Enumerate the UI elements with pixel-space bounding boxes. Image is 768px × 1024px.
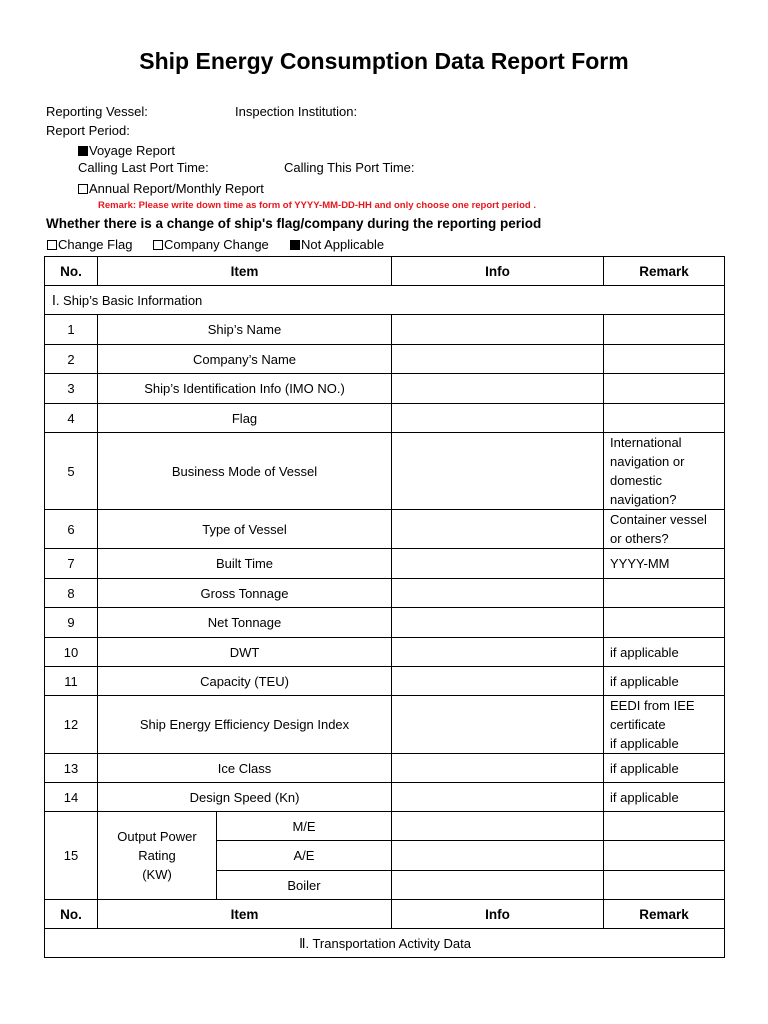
row-remark <box>604 549 725 579</box>
row-no: 13 <box>45 754 98 783</box>
not-applicable-checkbox[interactable] <box>290 240 300 250</box>
row-info-field[interactable] <box>392 696 604 754</box>
remark-note: Remark: Please write down time as form of YYYY-MM-DD-HH and only choose one report period . <box>98 200 536 211</box>
row-remark <box>604 374 725 404</box>
row-remark <box>604 638 725 667</box>
row-item: Net Tonnage <box>98 608 392 638</box>
calling-last-port-label: Calling Last Port Time: <box>78 160 209 175</box>
row-no: 7 <box>45 549 98 579</box>
row-item: Flag <box>98 404 392 433</box>
row-no: 12 <box>45 696 98 754</box>
row-item: Design Speed (Kn) <box>98 783 392 812</box>
row-no: 14 <box>45 783 98 812</box>
header-remark: Remark <box>604 257 725 286</box>
section-row <box>45 286 725 315</box>
table-row <box>45 404 725 433</box>
row-remark <box>604 608 725 638</box>
row-item: Type of Vessel <box>98 510 392 549</box>
remark-line: domestic <box>610 473 663 488</box>
remark-line: or others? <box>610 531 669 546</box>
output-power-sub-item: Boiler <box>217 871 392 900</box>
row-no: 11 <box>45 667 98 696</box>
header-item: Item <box>98 900 392 929</box>
header-remark: Remark <box>604 900 725 929</box>
remark-line: navigation or <box>610 454 685 469</box>
row-info-field[interactable] <box>392 345 604 374</box>
row-info-field[interactable] <box>392 433 604 510</box>
row-remark <box>604 433 725 510</box>
page-title: Ship Energy Consumption Data Report Form <box>139 48 629 74</box>
change-flag-checkbox[interactable] <box>47 240 57 250</box>
row-info-field[interactable] <box>392 812 604 841</box>
section-basic-info: Ⅰ. Ship’s Basic Information <box>45 286 725 315</box>
row-item: Business Mode of Vessel <box>98 433 392 510</box>
row-remark <box>604 783 725 812</box>
annual-report-option[interactable] <box>78 181 264 196</box>
row-remark <box>604 871 725 900</box>
row-no: 4 <box>45 404 98 433</box>
row-item: Capacity (TEU) <box>98 667 392 696</box>
row-info-field[interactable] <box>392 315 604 345</box>
header-info: Info <box>392 900 604 929</box>
row-info-field[interactable] <box>392 608 604 638</box>
row-remark <box>604 812 725 841</box>
remark-line: navigation? <box>610 492 677 507</box>
table-row <box>45 315 725 345</box>
row-info-field[interactable] <box>392 510 604 549</box>
calling-this-port-label: Calling This Port Time: <box>284 160 415 175</box>
header-no: No. <box>45 900 98 929</box>
remark-text: YYYY-MM <box>610 556 670 571</box>
row-item: DWT <box>98 638 392 667</box>
table-row <box>45 783 725 812</box>
company-change-checkbox[interactable] <box>153 240 163 250</box>
row-info-field[interactable] <box>392 783 604 812</box>
table-row <box>45 345 725 374</box>
row-info-field[interactable] <box>392 549 604 579</box>
header-item: Item <box>98 257 392 286</box>
section-transportation-activity: Ⅱ. Transportation Activity Data <box>45 929 725 958</box>
output-power-sub-item: M/E <box>217 812 392 841</box>
change-question: Whether there is a change of ship's flag/company during the reporting period <box>46 216 542 231</box>
section-row <box>45 929 725 958</box>
row-item: Company’s Name <box>98 345 392 374</box>
row-item: Ship’s Name <box>98 315 392 345</box>
row-no: 6 <box>45 510 98 549</box>
row-no: 5 <box>45 433 98 510</box>
row-info-field[interactable] <box>392 841 604 871</box>
table-row <box>45 696 725 754</box>
voyage-report-option[interactable] <box>78 143 175 158</box>
row-remark <box>604 579 725 608</box>
change-flag-label: Change Flag <box>58 237 133 252</box>
annual-report-label: Annual Report/Monthly Report <box>89 181 264 196</box>
reporting-vessel-label: Reporting Vessel: <box>46 104 148 119</box>
row-item: Gross Tonnage <box>98 579 392 608</box>
company-change-label: Company Change <box>164 237 269 252</box>
row-info-field[interactable] <box>392 374 604 404</box>
row-remark <box>604 315 725 345</box>
header-info: Info <box>392 257 604 286</box>
inspection-institution-label: Inspection Institution: <box>235 104 358 119</box>
row-info-field[interactable] <box>392 667 604 696</box>
report-period-label: Report Period: <box>46 123 130 138</box>
header-no: No. <box>45 257 98 286</box>
company-change-option[interactable] <box>153 237 269 252</box>
row-info-field[interactable] <box>392 871 604 900</box>
row-info-field[interactable] <box>392 404 604 433</box>
row-no: 3 <box>45 374 98 404</box>
table-row <box>45 754 725 783</box>
remark-text: if applicable <box>610 644 679 660</box>
table-row <box>45 374 725 404</box>
row-remark <box>604 345 725 374</box>
row-no: 9 <box>45 608 98 638</box>
voyage-report-checkbox[interactable] <box>78 146 88 156</box>
remark-line: if applicable <box>610 736 679 751</box>
row-no: 1 <box>45 315 98 345</box>
remark-line: certificate <box>610 717 666 732</box>
table-row <box>45 812 725 841</box>
table-header-row <box>45 900 725 929</box>
row-no: 15 <box>45 812 98 900</box>
report-table <box>44 256 725 958</box>
row-info-field[interactable] <box>392 579 604 608</box>
row-no: 8 <box>45 579 98 608</box>
row-remark <box>604 510 725 549</box>
remark-text: if applicable <box>610 760 679 776</box>
table-row <box>45 579 725 608</box>
not-applicable-option[interactable] <box>290 237 384 252</box>
row-remark <box>604 754 725 783</box>
remark-line: International <box>610 435 682 450</box>
change-flag-option[interactable] <box>47 237 132 252</box>
annual-report-checkbox[interactable] <box>78 184 88 194</box>
row-no: 10 <box>45 638 98 667</box>
not-applicable-label: Not Applicable <box>301 237 385 252</box>
row-remark <box>604 841 725 871</box>
remark-text: if applicable <box>610 789 679 805</box>
table-header-row <box>45 257 725 286</box>
output-power-sub-item: A/E <box>217 841 392 871</box>
voyage-report-label: Voyage Report <box>89 143 176 158</box>
output-power-rating-label <box>98 812 217 900</box>
group-line: Output Power <box>117 829 197 844</box>
group-line: (KW) <box>142 867 172 882</box>
remark-line: EEDI from IEE <box>610 698 695 713</box>
row-item: Ship’s Identification Info (IMO NO.) <box>98 374 392 404</box>
remark-text: if applicable <box>610 673 679 689</box>
row-item: Ice Class <box>98 754 392 783</box>
row-remark <box>604 404 725 433</box>
table-row <box>45 549 725 579</box>
group-line: Rating <box>138 848 176 863</box>
table-row <box>45 667 725 696</box>
row-item: Built Time <box>98 549 392 579</box>
row-remark <box>604 696 725 754</box>
row-info-field[interactable] <box>392 638 604 667</box>
table-row <box>45 638 725 667</box>
row-info-field[interactable] <box>392 754 604 783</box>
remark-line: Container vessel <box>610 512 707 527</box>
row-no: 2 <box>45 345 98 374</box>
table-row <box>45 510 725 549</box>
row-remark <box>604 667 725 696</box>
table-row <box>45 608 725 638</box>
table-row <box>45 433 725 510</box>
row-item: Ship Energy Efficiency Design Index <box>98 696 392 754</box>
